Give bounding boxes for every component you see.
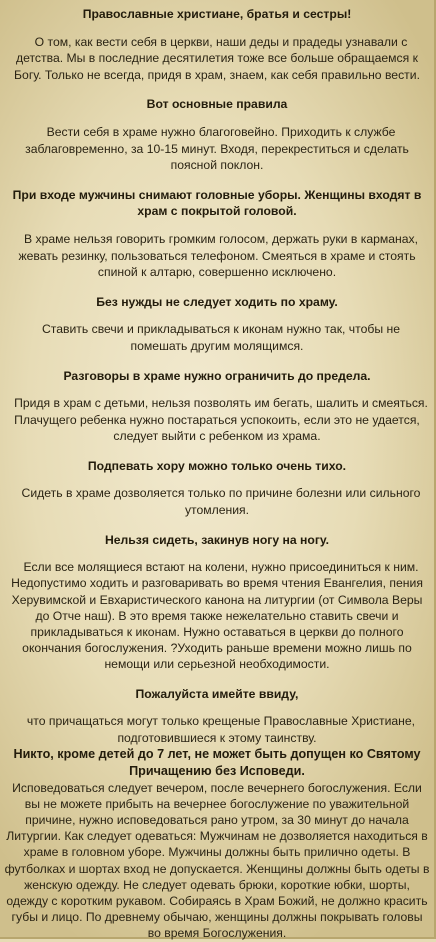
section-text: Вести себя в храме нужно благоговейно. Приходить к службе заблаговременно, за 10-15 минут. Входя, перекреститься и сделать поясной поклон. — [25, 124, 409, 173]
section-heading: Нельзя сидеть, закинув ногу на ногу. — [104, 532, 330, 547]
section-text: О том, как вести себя в церкви, наши деды и прадеды узнавали с детства. Мы в последние десятилетия тоже все больше обращаемся к Богу. Только не всегда, придя в храм, знаем, как себя правильно вести. — [14, 34, 420, 82]
section-text: Придя в храм с детьми, нельзя позволять им бегать, шалить и смеяться. Плачущего ребенка нужно постараться успокоить, если это не удается, следует выйти с ребенком из храма. — [14, 396, 428, 444]
section-heading: Без нужды не следует ходить по храму. — [96, 294, 338, 309]
section-heading: Православные христиане, братья и сестры! — [82, 7, 352, 21]
section-heading: При входе мужчины снимают головные уборы. Женщины входят в храм с покрытой головой. — [12, 187, 422, 219]
section-text: Ставить свечи и прикладываться к иконам нужно так, чтобы не помешать другим молящимся. — [41, 322, 401, 353]
section-heading: Разговоры в храме нужно ограничить до предела. — [63, 368, 371, 383]
section-heading: Подпевать хору можно только очень тихо. — [87, 458, 347, 473]
section-heading: Вот основные правила — [146, 97, 288, 112]
section-text: В храме нельзя говорить громким голосом, держать руки в карманах, жевать резинку, пользоваться телефоном. Смеяться в храме и стоять спиной к алтарю, совершенно исключено. — [18, 231, 419, 280]
section-text: Сидеть в храме дозволяется только по причине болезни или сильного утомления. — [21, 486, 421, 518]
section-text: что причащаться могут только крещеные Православные Христиане, подготовившиеся к этому таинству. — [26, 714, 416, 745]
section-heading: Пожалуйста имейте ввиду, — [135, 686, 299, 701]
final-heading: Никто, кроме детей до 7 лет, не может быть допущен ко Святому Причащению без Исповеди. — [13, 747, 421, 779]
final-text: Исповедоваться следует вечером, после вечернего богослужения. Если вы не можете прибыть на вечернее богослужение по уважительной причине, нужно исповедоваться рано утром, за 30 минут до начала Литургии. Как следует одеваться: Мужчинам не дозволяется находиться в храме в головном уборе. Мужчины должны быть прилично одеты. В футболках и шортах вход не допускается. Женщины должны быть одеты в женскую одежду. Не следует одевать брюки, короткие юбки, шорты, одежду с коротким рукавом. Собираясь в Храм Божий, не должно красить губы и лицо. По древнему обычаю, женщины должны покрывать головы во время Богослужения. — [4, 780, 430, 941]
section-text: Если все молящиеся встают на колени, нужно присоединиться к ним. Недопустимо ходить и разговаривать во время чтения Евангелия, пения Херувимской и Евхаристического канона на литургии (от Символа Веры до Отче наш). В это время также нежелательно ставить свечи и прикладываться к иконам. Нужно оставаться в церкви до полного окончания богослужения. ?Уходить раньше времени можно лишь по немощи или серьезной необходимости. — [11, 560, 423, 672]
